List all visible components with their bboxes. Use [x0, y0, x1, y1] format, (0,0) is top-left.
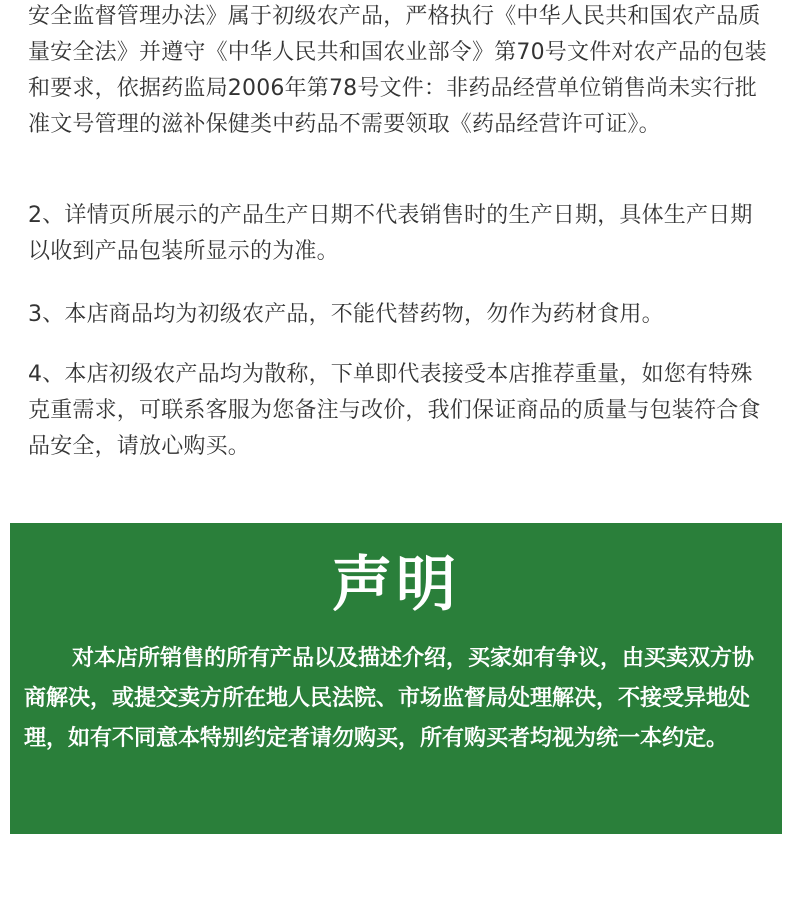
statement-title: 声明: [332, 550, 460, 620]
note-1-continuation: 安全监督管理办法》属于初级农产品，严格执行《中华人民共和国农产品质量安全法》并遵守《中华人民共和国农业部令》第70号文件对农产品的包装和要求，依据药监局2006年第78号文件：非药品经营单位销售尚未实行批准文号管理的滋补保健类中药品不需要领取《药品经营许可证》。: [28, 4, 767, 137]
note-4-bulk-weight: 4、本店初级农产品均为散称，下单即代表接受本店推荐重量，如您有特殊克重需求，可联系客服为您备注与改价，我们保证商品的质量与包装符合食品安全，请放心购买。: [28, 362, 761, 459]
note-2-production-date: 2、详情页所展示的产品生产日期不代表销售时的生产日期，具体生产日期以收到产品包装所显示的为准。: [28, 203, 753, 264]
statement-panel: [10, 523, 782, 834]
statement-body: 对本店所销售的所有产品以及描述介绍，买家如有争议，由买卖双方协商解决，或提交卖方所在地人民法院、市场监督局处理解决，不接受异地处理，如有不同意本特别约定者请勿购买，所有购买者均视为统一本约定。: [24, 646, 755, 751]
note-3-not-medicine: 3、本店商品均为初级农产品，不能代替药物，勿作为药材食用。: [28, 302, 664, 327]
